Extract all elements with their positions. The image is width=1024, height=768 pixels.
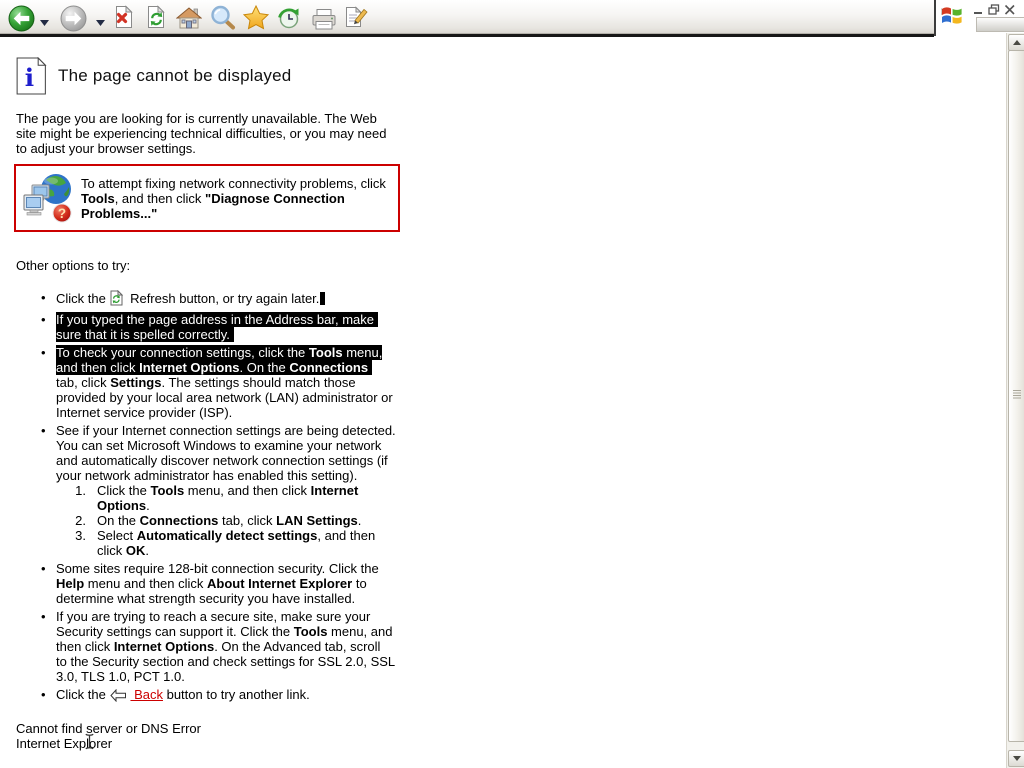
- error-type-text: Cannot find server or DNS Error: [16, 721, 201, 736]
- text-line: [16, 111, 436, 126]
- text-line: [56, 453, 416, 468]
- text-line: [56, 327, 416, 342]
- list-item: [16, 423, 416, 483]
- list-item-text: [56, 687, 416, 705]
- text-line: [16, 141, 436, 156]
- history-button[interactable]: [275, 4, 302, 34]
- selection-caret: [320, 292, 325, 305]
- home-button[interactable]: [176, 6, 202, 33]
- text-line: [81, 206, 386, 221]
- text-line: [56, 576, 416, 591]
- text-segment: tab, click: [56, 375, 111, 390]
- text-segment: Tools: [150, 483, 185, 498]
- edit-button[interactable]: [343, 4, 370, 33]
- toolbar: [0, 0, 934, 34]
- arrow-down-icon: [1013, 756, 1021, 761]
- arrow-up-icon: [1013, 40, 1021, 45]
- title-row: [16, 57, 436, 95]
- list-marker: 2.: [75, 513, 86, 528]
- back-arrow-icon: [110, 689, 127, 705]
- text-segment: your network administrator has enabled this setting).: [56, 468, 358, 483]
- print-icon: [310, 7, 338, 31]
- text-segment: Settings: [110, 375, 162, 390]
- text-line: [56, 669, 416, 684]
- text-segment: Security settings can support it. Click the: [56, 624, 294, 639]
- windows-logo-icon: [939, 1, 967, 32]
- text-segment: Internet: [310, 483, 359, 498]
- search-button[interactable]: [209, 4, 237, 34]
- vertical-scrollbar[interactable]: [1006, 33, 1024, 768]
- list-item: [16, 609, 416, 684]
- text-segment: The page you are looking for is currently unavailable. The Web: [16, 111, 377, 126]
- text-segment: Connections: [139, 513, 219, 528]
- text-segment: .: [145, 543, 150, 558]
- text-segment: to adjust your browser settings.: [16, 141, 196, 156]
- text-segment: .: [357, 513, 362, 528]
- intro-paragraph: [16, 111, 436, 156]
- text-line: [56, 468, 416, 483]
- list-item: [16, 345, 416, 420]
- text-segment: . The settings should match those: [161, 375, 356, 390]
- text-segment: "Diagnose Connection: [205, 190, 345, 206]
- text-segment: , and then click: [114, 190, 206, 206]
- browser-name-text: Internet Explorer: [16, 736, 113, 751]
- text-segment: To check your connection settings, click the: [56, 345, 309, 360]
- list-item: [16, 687, 416, 705]
- text-segment: site might be experiencing technical difficulties, or you may need: [16, 126, 387, 141]
- list-marker: •: [41, 609, 46, 624]
- text-segment: menu, and then click: [184, 483, 311, 498]
- refresh-icon: [144, 4, 168, 30]
- edit-icon: [343, 4, 370, 30]
- text-line: [81, 191, 386, 206]
- text-line: [56, 624, 416, 639]
- svg-text:i: i: [24, 62, 35, 92]
- list-marker: •: [41, 423, 46, 438]
- text-segment: [368, 360, 372, 375]
- history-icon: [275, 4, 302, 31]
- list-marker: •: [41, 290, 46, 305]
- text-segment: button to try another link.: [162, 687, 310, 702]
- text-segment: Click the: [56, 291, 110, 306]
- list-item-text: [56, 609, 416, 684]
- text-segment: About Internet Explorer: [207, 576, 353, 591]
- text-segment: Select: [97, 528, 137, 543]
- text-segment: You can set Microsoft Windows to examine your network: [56, 438, 382, 453]
- text-line: [56, 390, 416, 405]
- list-item-text: [97, 528, 416, 558]
- text-line: [81, 176, 386, 191]
- diagnose-alert-box: [14, 164, 400, 232]
- refresh-page-icon: [110, 290, 123, 309]
- text-line: [16, 126, 436, 141]
- text-segment: OK: [125, 543, 146, 558]
- forward-dropdown-button[interactable]: [96, 14, 105, 29]
- text-cursor-icon: [84, 733, 95, 753]
- list-marker: •: [41, 312, 46, 327]
- text-segment: Help: [56, 576, 85, 591]
- scrollbar-grip: [1013, 390, 1021, 399]
- list-item-text: [97, 483, 416, 513]
- toolbar-divider: [934, 0, 936, 36]
- numbered-item: [16, 513, 416, 528]
- list-marker: •: [41, 561, 46, 576]
- text-line: [97, 513, 416, 528]
- numbered-item: [16, 483, 416, 513]
- text-segment: Internet Options: [113, 639, 215, 654]
- text-segment: . On the Advanced tab, scroll: [214, 639, 381, 654]
- text-line: [56, 609, 416, 624]
- text-segment: menu and then click: [84, 576, 208, 591]
- list-item: [16, 561, 416, 606]
- text-line: [56, 360, 416, 375]
- back-button[interactable]: [8, 5, 35, 35]
- text-segment: sure that it is spelled correctly.: [56, 327, 234, 342]
- scrollbar-thumb[interactable]: [1008, 50, 1024, 742]
- toolbar-bottom-band: [0, 34, 934, 37]
- text-segment: Click the: [97, 483, 151, 498]
- status-footer: [16, 721, 201, 751]
- text-segment: Some sites require 128-bit connection security. Click the: [56, 561, 379, 576]
- text-segment: To attempt fixing network connectivity problems, click: [81, 175, 386, 191]
- info-page-icon: [16, 57, 47, 95]
- text-segment: Refresh button, or try again later.: [126, 291, 320, 306]
- text-segment: Tools: [81, 190, 115, 206]
- text-segment: menu, and: [327, 624, 393, 639]
- restore-icon: [988, 4, 1001, 16]
- text-segment: Tools: [308, 345, 343, 360]
- text-segment: Options: [97, 498, 147, 513]
- text-segment: then click: [56, 639, 114, 654]
- text-line: [56, 375, 416, 390]
- text-segment: If you typed the page address in the Address bar, make: [56, 312, 378, 327]
- scroll-up-button[interactable]: [1008, 34, 1024, 51]
- text-segment: See if your Internet connection settings are being detected.: [56, 423, 396, 438]
- minimize-icon: [973, 4, 985, 16]
- star-icon: [242, 4, 270, 31]
- text-line: [56, 290, 416, 309]
- list-item-text: [56, 423, 416, 483]
- page-content: [16, 57, 436, 705]
- forward-icon: [60, 5, 87, 32]
- text-segment: Internet Options: [139, 360, 240, 375]
- text-line: [56, 438, 416, 453]
- home-icon: [176, 6, 202, 30]
- text-segment: Connections: [289, 360, 369, 375]
- text-segment: , and then: [317, 528, 376, 543]
- numbered-item: [16, 528, 416, 558]
- list-marker: 3.: [75, 528, 86, 543]
- text-segment: provided by your local area network (LAN) administrator or: [56, 390, 393, 405]
- text-line: [56, 561, 416, 576]
- text-segment: to the Security section and check settings for SSL 2.0, SSL: [56, 654, 396, 669]
- back-icon: [8, 5, 35, 32]
- list-marker: •: [41, 345, 46, 360]
- text-segment: On the: [97, 513, 140, 528]
- network-diagnose-icon: [20, 172, 74, 224]
- back-link[interactable]: Back: [130, 687, 163, 702]
- stop-button[interactable]: [112, 4, 136, 33]
- diagnose-alert-text: [81, 176, 386, 221]
- list-item-text: [97, 513, 416, 528]
- list-item-text: [56, 345, 416, 420]
- text-segment: .: [146, 498, 150, 513]
- text-segment: and then click: [56, 360, 140, 375]
- text-line: [56, 423, 416, 438]
- refresh-button[interactable]: [144, 4, 168, 33]
- text-line: [56, 345, 416, 360]
- text-segment: to: [352, 576, 367, 591]
- other-options-label: Other options to try:: [16, 258, 131, 273]
- text-segment: Click the: [56, 687, 110, 702]
- text-segment: tab, click: [218, 513, 277, 528]
- back-dropdown-button[interactable]: [40, 14, 49, 29]
- close-icon: [1004, 4, 1016, 16]
- svg-text:?: ?: [57, 206, 67, 221]
- text-line: [97, 483, 416, 498]
- text-segment: Tools: [293, 624, 328, 639]
- text-segment: . On the: [239, 360, 290, 375]
- text-line: [56, 312, 416, 327]
- list-item-text: [56, 290, 416, 309]
- list-marker: 1.: [75, 483, 86, 498]
- text-line: [56, 639, 416, 654]
- text-segment: LAN Settings: [276, 513, 358, 528]
- text-line: [97, 528, 416, 543]
- text-line: [56, 654, 416, 669]
- text-segment: determine what strength security you have installed.: [56, 591, 356, 606]
- outer-scrollbar[interactable]: [976, 17, 1024, 32]
- scroll-down-button[interactable]: [1008, 750, 1024, 767]
- text-segment: menu,: [342, 345, 383, 360]
- text-segment: click: [97, 543, 126, 558]
- search-icon: [209, 4, 237, 31]
- chevron-down-icon: [96, 20, 105, 26]
- text-segment: and automatically discover network connection settings (if: [56, 453, 388, 468]
- page-title: The page cannot be displayed: [58, 66, 292, 85]
- list-item-text: [56, 312, 416, 342]
- chevron-down-icon: [40, 20, 49, 26]
- list-item: [16, 312, 416, 342]
- text-line: [97, 543, 416, 558]
- options-list: [16, 290, 416, 705]
- list-marker: •: [41, 687, 46, 702]
- stop-icon: [112, 4, 136, 30]
- text-line: [56, 405, 416, 420]
- favorites-button[interactable]: [242, 4, 270, 34]
- list-item-text: [56, 561, 416, 606]
- print-button[interactable]: [310, 7, 338, 34]
- text-segment: If you are trying to reach a secure site, make sure your: [56, 609, 371, 624]
- text-segment: 3.0, TLS 1.0, PCT 1.0.: [56, 669, 185, 684]
- text-segment: Internet service provider (ISP).: [56, 405, 233, 420]
- text-segment: Problems...": [81, 205, 158, 221]
- text-line: [56, 591, 416, 606]
- forward-button[interactable]: [60, 5, 87, 35]
- text-line: [56, 687, 416, 705]
- text-segment: Automatically detect settings: [136, 528, 318, 543]
- list-item: [16, 290, 416, 309]
- text-line: [97, 498, 416, 513]
